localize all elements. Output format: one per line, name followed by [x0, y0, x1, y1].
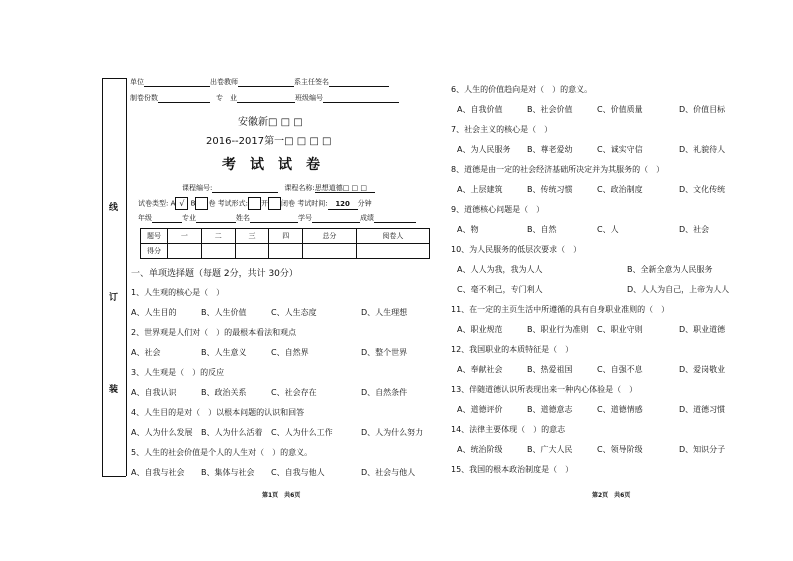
id-field[interactable]	[312, 213, 360, 223]
answer-option[interactable]: C、价值质量	[597, 105, 643, 114]
answer-option[interactable]: C、毫不利己，专门利人	[457, 285, 543, 294]
course-name-label: 课程名称:	[284, 184, 315, 192]
course-row	[182, 183, 375, 193]
course-name-field[interactable]	[315, 183, 375, 193]
closed-label: 闭卷	[281, 199, 296, 208]
score-table-header-row	[141, 229, 430, 244]
type-a-label: A	[170, 199, 176, 208]
paper-info-row	[138, 197, 372, 210]
type-b-checkbox[interactable]	[195, 197, 208, 210]
score-cell[interactable]	[269, 244, 303, 259]
answer-option[interactable]: B、人为什么活着	[201, 428, 263, 437]
teacher-field[interactable]	[238, 77, 294, 87]
answer-option[interactable]: A、上层建筑	[457, 185, 503, 194]
score-cell[interactable]	[201, 244, 235, 259]
question-text: 14、法律主要体现（ ）的意志	[451, 425, 566, 434]
score-cell[interactable]	[235, 244, 269, 259]
answer-option[interactable]: A、物	[457, 225, 479, 234]
answer-option[interactable]: D、价值目标	[679, 105, 726, 114]
check-mark-icon: √	[179, 199, 185, 208]
binding-border-bottom	[102, 476, 126, 477]
answer-option[interactable]: C、自然界	[271, 348, 309, 357]
header-row-1	[130, 77, 389, 87]
score-header-cell: 总分	[303, 229, 357, 244]
answer-option[interactable]: B、热爱祖国	[527, 365, 573, 374]
student-info-row	[138, 213, 416, 223]
score-table-score-row	[141, 244, 430, 259]
unit-label: 单位	[130, 78, 144, 86]
answer-option[interactable]: D、人为什么努力	[361, 428, 424, 437]
answer-option[interactable]: A、道德评价	[457, 405, 503, 414]
answer-option[interactable]: B、全新全意为人民服务	[627, 265, 713, 274]
binding-char-bind: 装	[109, 385, 119, 395]
answer-option[interactable]: C、人	[597, 225, 619, 234]
major-label: 专 业	[216, 94, 237, 102]
answer-option[interactable]: D、知识分子	[679, 445, 726, 454]
answer-option[interactable]: B、集体与社会	[201, 468, 255, 477]
answer-option[interactable]: B、自然	[527, 225, 557, 234]
answer-option[interactable]: C、社会存在	[271, 388, 317, 397]
question-text: 2、世界观是人们对（ ）的最根本看法和观点	[131, 328, 297, 337]
page-footer-right: 第2页 共6页	[592, 492, 631, 499]
score-header-cell: 阅卷人	[356, 229, 429, 244]
answer-option[interactable]: D、礼貌待人	[679, 145, 726, 154]
course-code-field[interactable]	[212, 183, 278, 193]
page-footer-left: 第1页 共6页	[262, 492, 301, 499]
question-text: 4、人生目的是对（ ）以根本问题的认识和回答	[131, 408, 305, 417]
director-field[interactable]	[329, 77, 389, 87]
question-text: 3、人生观是（ ）的反应	[131, 368, 225, 377]
answer-option[interactable]: B、职业行为准则	[527, 325, 589, 334]
answer-option[interactable]: B、广大人民	[527, 445, 573, 454]
question-text: 12、我国职业的本质特征是（ ）	[451, 345, 574, 354]
answer-option[interactable]: C、诚实守信	[597, 145, 643, 154]
score-field[interactable]	[374, 213, 416, 223]
score-row-label: 得分	[141, 244, 168, 259]
answer-option[interactable]: C、自我与他人	[271, 468, 325, 477]
exam-form-label: 考试形式:	[217, 199, 249, 208]
answer-option[interactable]: D、人人为自己，上帝为人人	[627, 285, 730, 294]
answer-option[interactable]: B、政治关系	[201, 388, 247, 397]
student-major-label: 专业	[182, 214, 196, 222]
answer-option[interactable]: C、领导阶级	[597, 445, 643, 454]
paper-type-label: 试卷类型:	[138, 199, 169, 208]
answer-option[interactable]: C、人生态度	[271, 308, 317, 317]
answer-option[interactable]: A、人人为我，我为人人	[457, 265, 543, 274]
open-book-checkbox[interactable]	[248, 197, 261, 210]
answer-option[interactable]: D、社会	[679, 225, 710, 234]
closed-book-checkbox[interactable]	[268, 197, 281, 210]
grade-field[interactable]	[152, 213, 182, 223]
question-text: 15、我国的根本政治制度是（ ）	[451, 465, 574, 474]
score-header-cell: 题号	[141, 229, 168, 244]
copies-field[interactable]	[158, 93, 210, 103]
teacher-label: 出卷教师	[210, 78, 238, 86]
score-cell[interactable]	[303, 244, 357, 259]
question-text: 11、在一定的主页生活中所遵循的具有自身职业准则的（ ）	[451, 305, 670, 314]
exam-title: 考 试 试 卷	[222, 157, 320, 173]
answer-option[interactable]: B、人生意义	[201, 348, 247, 357]
answer-option[interactable]: A、自我价值	[457, 105, 503, 114]
type-b-label: B	[190, 199, 196, 208]
grade-label: 年级	[138, 214, 152, 222]
answer-option[interactable]: C、道德情感	[597, 405, 643, 414]
score-header-cell: 二	[201, 229, 235, 244]
question-text: 9、道德核心问题是（ ）	[451, 205, 545, 214]
course-name-value: 思想道德□ □ □	[314, 184, 368, 192]
answer-option[interactable]: B、道德意志	[527, 405, 573, 414]
answer-option[interactable]: B、尊老爱幼	[527, 145, 573, 154]
question-text: 8、道德是由一定的社会经济基础所决定并为其服务的（ ）	[451, 165, 665, 174]
header-row-2	[130, 93, 399, 103]
question-text: 7、社会主义的核心是（ ）	[451, 125, 553, 134]
class-label: 班级编号	[295, 94, 323, 102]
score-cell[interactable]	[168, 244, 202, 259]
answer-option[interactable]: C、人为什么工作	[271, 428, 333, 437]
answer-option[interactable]: A、奉献社会	[457, 365, 503, 374]
student-major-field[interactable]	[196, 213, 236, 223]
answer-option[interactable]: D、自然条件	[361, 388, 408, 397]
answer-option[interactable]: D、整个世界	[361, 348, 408, 357]
answer-option[interactable]: D、社会与他人	[361, 468, 416, 477]
copies-label: 制卷份数	[130, 94, 158, 102]
answer-option[interactable]: B、传统习惯	[527, 185, 573, 194]
binding-char-order: 订	[109, 293, 119, 303]
binding-border-left	[102, 78, 103, 476]
major-field[interactable]	[237, 93, 295, 103]
class-field[interactable]	[323, 93, 399, 103]
answer-option[interactable]: A、为人民服务	[457, 145, 511, 154]
exam-time-label: 考试时间:	[297, 199, 328, 208]
answer-option[interactable]: A、统治阶级	[457, 445, 503, 454]
binding-char-line: 线	[109, 203, 119, 213]
answer-option[interactable]: A、人生目的	[131, 308, 177, 317]
binding-border-top	[102, 78, 126, 79]
answer-option[interactable]: B、社会价值	[527, 105, 573, 114]
question-text: 10、为人民服务的低层次要求（ ）	[451, 245, 582, 254]
answer-option[interactable]: C、自强不息	[597, 365, 643, 374]
answer-option[interactable]: B、人生价值	[201, 308, 247, 317]
answer-option[interactable]: D、文化传统	[679, 185, 726, 194]
answer-option[interactable]: A、职业规范	[457, 325, 503, 334]
exam-time-value[interactable]: 120	[328, 200, 358, 210]
school-name: 安徽新□ □ □	[238, 117, 303, 128]
director-label: 系主任签名	[294, 78, 329, 86]
score-cell[interactable]	[356, 244, 429, 259]
answer-option[interactable]: D、道德习惯	[679, 405, 726, 414]
open-label: 开	[261, 199, 269, 208]
question-text: 1、人生观的核心是（ ）	[131, 288, 225, 297]
juan-label: 卷	[208, 199, 216, 208]
course-code-label: 课程编号:	[182, 184, 213, 192]
unit-field[interactable]	[144, 77, 210, 87]
score-label: 成绩	[360, 214, 374, 222]
answer-option[interactable]: A、自我认识	[131, 388, 177, 397]
score-header-cell: 四	[269, 229, 303, 244]
answer-option[interactable]: A、自我与社会	[131, 468, 185, 477]
score-header-cell: 三	[235, 229, 269, 244]
question-text: 6、人生的价值趋向是对（ ）的意义。	[451, 85, 593, 94]
answer-option[interactable]: D、人生理想	[361, 308, 408, 317]
academic-year: 2016--2017第一□ □ □ □	[206, 136, 332, 147]
name-label: 姓名	[236, 214, 250, 222]
answer-option[interactable]: D、爱岗敬业	[679, 365, 726, 374]
minute-label: 分钟	[357, 199, 372, 208]
section-heading: 一、单项选择题（每题 2分，共计 30分）	[131, 269, 298, 279]
answer-option[interactable]: A、社会	[131, 348, 161, 357]
question-text: 5、人生的社会价值是个人的人生对（ ）的意义。	[131, 448, 313, 457]
id-label: 学号	[298, 214, 312, 222]
answer-option[interactable]: A、人为什么发展	[131, 428, 193, 437]
answer-option[interactable]: D、职业道德	[679, 325, 726, 334]
question-text: 13、伴随道德认识所表现出来一种内心体验是（ ）	[451, 385, 638, 394]
score-header-cell: 一	[168, 229, 202, 244]
answer-option[interactable]: C、政治制度	[597, 185, 643, 194]
name-field[interactable]	[250, 213, 298, 223]
answer-option[interactable]: C、职业守则	[597, 325, 643, 334]
binding-border-right	[126, 78, 127, 476]
type-a-checkbox[interactable]	[175, 197, 188, 210]
score-table	[140, 228, 430, 259]
